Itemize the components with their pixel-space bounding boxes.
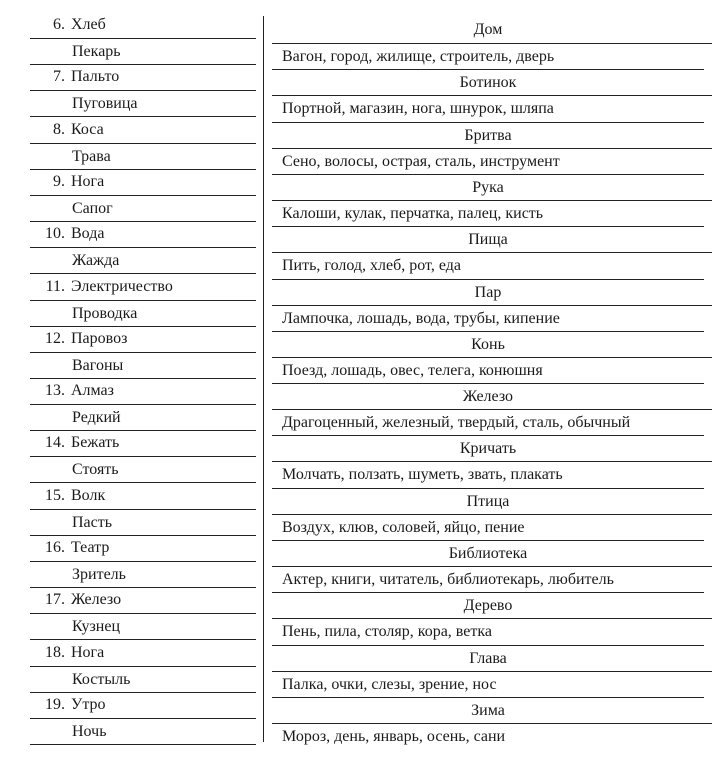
- stimulus-word-row: [30, 64, 256, 90]
- answer-options: Калоши, кулак, перчатка, палец, кисть: [272, 200, 712, 226]
- answer-options: Вагон, город, жилище, строитель, дверь: [272, 43, 712, 69]
- pair-word: Ночь: [72, 722, 107, 740]
- target-word: Библиотека: [272, 540, 704, 567]
- item-number: 17.: [45, 591, 65, 609]
- target-word: Кричать: [272, 435, 704, 462]
- item-number: 14.: [45, 434, 65, 452]
- item-number: 6.: [53, 16, 65, 33]
- pair-word: Стоять: [72, 461, 119, 479]
- target-word: Пар: [272, 279, 704, 306]
- stimulus-word: Бежать: [71, 434, 120, 452]
- pair-word: Редкий: [72, 409, 121, 427]
- item-number: 12.: [45, 329, 65, 347]
- stimulus-word: Театр: [71, 539, 110, 556]
- item-number: 16.: [45, 539, 65, 556]
- stimulus-word: Волк: [71, 486, 106, 504]
- answer-options: Молчать, ползать, шуметь, звать, плакать: [272, 461, 712, 487]
- pair-word-row: [30, 509, 256, 536]
- item-number: 9.: [53, 172, 65, 190]
- answer-options: Драгоценный, железный, твердый, сталь, обычный: [272, 409, 712, 435]
- stimulus-word: Коса: [71, 120, 104, 138]
- answer-options: Поезд, лошадь, овес, телега, конюшня: [272, 357, 712, 383]
- target-word: Ботинок: [272, 69, 704, 96]
- item-number: 7.: [53, 68, 65, 86]
- pair-word: Пекарь: [72, 43, 121, 60]
- pair-word: Пуговица: [72, 95, 138, 113]
- stimulus-word-row: [30, 221, 256, 247]
- answer-options: Воздух, клюв, соловей, яйцо, пение: [272, 514, 712, 540]
- stimulus-word-row: [30, 535, 256, 561]
- stimulus-word: Алмаз: [71, 382, 114, 400]
- target-word: Глава: [272, 645, 704, 672]
- target-word: Зима: [272, 697, 704, 724]
- pair-word-row: [30, 143, 256, 170]
- stimulus-word: Паровоз: [71, 329, 128, 347]
- row-rule: [30, 744, 256, 745]
- stimulus-word-row: [30, 640, 256, 666]
- pair-word-row: [30, 38, 256, 65]
- stimulus-word-row: [30, 12, 256, 38]
- stimulus-word: Хлеб: [71, 16, 106, 33]
- item-number: 19.: [45, 695, 65, 713]
- stimulus-word-row: [30, 274, 256, 300]
- item-number: 18.: [45, 643, 65, 661]
- item-number: 13.: [45, 382, 65, 400]
- item-number: 15.: [45, 486, 65, 504]
- target-word: Конь: [272, 331, 704, 358]
- pair-word-row: [30, 613, 256, 640]
- stimulus-word: Нога: [71, 172, 105, 190]
- stimulus-word-row: [30, 378, 256, 404]
- pair-word-row: [30, 404, 256, 431]
- target-word: Рука: [272, 174, 704, 201]
- pair-word-row: [30, 300, 256, 327]
- stimulus-word: Вода: [71, 225, 105, 243]
- pair-word: Вагоны: [72, 356, 124, 374]
- stimulus-word-row: [30, 326, 256, 352]
- pair-word-row: [30, 195, 256, 222]
- target-word: Бритва: [272, 122, 704, 149]
- stimulus-word-row: [30, 117, 256, 143]
- stimulus-word: Электричество: [71, 277, 173, 295]
- pair-word-row: [30, 718, 256, 745]
- pair-word: Жажда: [72, 252, 120, 270]
- pair-word: Трава: [72, 147, 111, 165]
- target-word: Дом: [473, 21, 503, 38]
- stimulus-word: Нога: [71, 643, 105, 661]
- pair-word-row: [30, 90, 256, 117]
- stimulus-word: Утро: [71, 695, 106, 713]
- item-number: 8.: [53, 120, 65, 138]
- item-number: 10.: [45, 225, 65, 243]
- target-word: Птица: [272, 488, 704, 515]
- stimulus-word-row: [30, 587, 256, 613]
- stimulus-word-row: [30, 169, 256, 195]
- pair-word-row: [30, 666, 256, 693]
- pair-word: Костыль: [72, 670, 131, 688]
- stimulus-word-row: [30, 430, 256, 456]
- answer-options: Мороз, день, январь, осень, сани: [272, 723, 712, 749]
- answer-options: Палка, очки, слезы, зрение, нос: [272, 671, 712, 697]
- answer-options: Портной, магазин, нога, шнурок, шляпа: [272, 95, 712, 121]
- pair-word: Сапог: [72, 199, 113, 217]
- answer-options: Сено, волосы, острая, сталь, инструмент: [272, 148, 712, 174]
- answer-options: Пень, пила, столяр, кора, ветка: [272, 618, 712, 644]
- pair-word: Зритель: [72, 566, 126, 583]
- target-word: Пища: [272, 226, 704, 253]
- column-divider: [263, 16, 264, 742]
- pair-word-row: [30, 352, 256, 379]
- answer-options: Лампочка, лошадь, вода, трубы, кипение: [272, 305, 712, 331]
- pair-word: Проводка: [72, 304, 138, 322]
- answer-options: Пить, голод, хлеб, рот, еда: [272, 252, 712, 278]
- stimulus-word-row: [30, 483, 256, 509]
- pair-word: Кузнец: [72, 618, 121, 636]
- item-number: 11.: [45, 277, 65, 295]
- pair-word-row: [30, 456, 256, 483]
- stimulus-word: Пальто: [71, 68, 120, 86]
- stimulus-word: Железо: [71, 591, 122, 609]
- target-word: Железо: [272, 383, 704, 410]
- pair-word-row: [30, 561, 256, 588]
- pair-word: Пасть: [72, 513, 113, 531]
- answer-options: Актер, книги, читатель, библиотекарь, любитель: [272, 566, 712, 592]
- target-word: Дерево: [272, 592, 704, 619]
- pair-word-row: [30, 247, 256, 274]
- stimulus-word-row: [30, 692, 256, 718]
